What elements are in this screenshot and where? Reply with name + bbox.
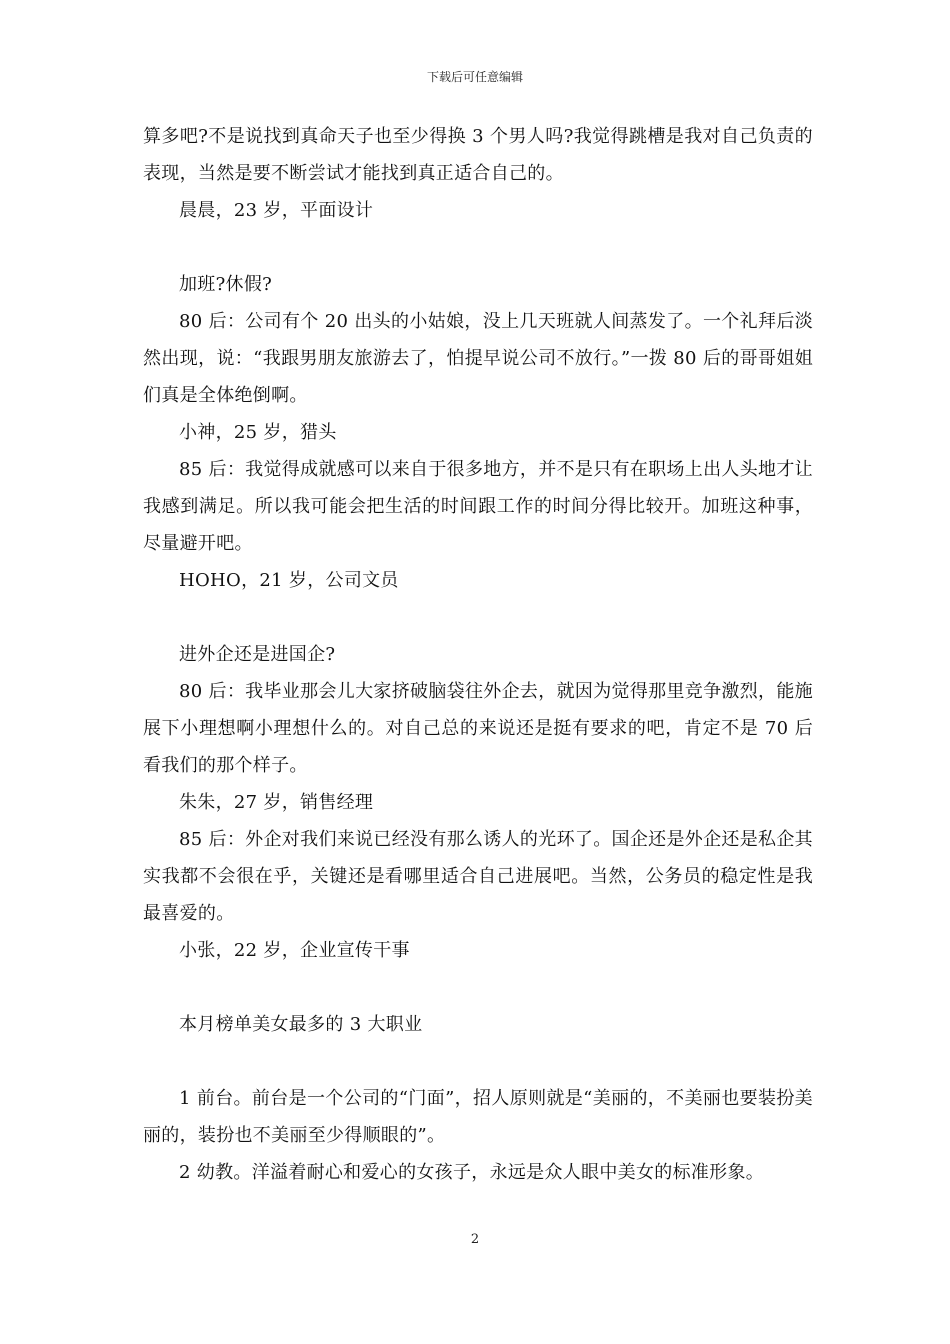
paragraph: 80 后：我毕业那会儿大家挤破脑袋往外企去，就因为觉得那里竞争激烈，能施展下小理想啊小理想什么的。对自己总的来说还是挺有要求的吧，肯定不是 70 后看我们的那个样子。 <box>143 681 813 776</box>
paragraph-gap <box>143 1043 813 1080</box>
paragraph-gap <box>143 599 813 636</box>
paragraph-gap <box>143 969 813 1006</box>
paragraph: 85 后：外企对我们来说已经没有那么诱人的光环了。国企还是外企还是私企其实我都不会很在乎，关键还是看哪里适合自己进展吧。当然，公务员的稳定性是我最喜爱的。 <box>143 829 813 924</box>
paragraph: 进外企还是进国企? <box>179 644 336 665</box>
paragraph-gap <box>143 229 813 266</box>
document-body <box>143 118 813 1191</box>
paragraph: HOHO，21 岁，公司文员 <box>179 570 399 591</box>
paragraph: 80 后：公司有个 20 出头的小姑娘，没上几天班就人间蒸发了。一个礼拜后淡然出现，说：“我跟男朋友旅游去了，怕提早说公司不放行。”一拨 80 后的哥哥姐姐们真是全体绝倒啊。 <box>143 311 813 406</box>
paragraph: 晨晨，23 岁，平面设计 <box>179 200 374 221</box>
paragraph: 小神，25 岁，猎头 <box>179 422 337 443</box>
paragraph: 2 幼教。洋溢着耐心和爱心的女孩子，永远是众人眼中美女的标准形象。 <box>179 1162 765 1183</box>
paragraph: 1 前台。前台是一个公司的“门面”，招人原则就是“美丽的，不美丽也要装扮美丽的，装扮也不美丽至少得顺眼的”。 <box>143 1088 813 1146</box>
paragraph: 小张，22 岁，企业宣传干事 <box>179 940 410 961</box>
page-header: 下载后可任意编辑 <box>426 70 523 84</box>
paragraph: 朱朱，27 岁，销售经理 <box>179 792 374 813</box>
paragraph: 加班?休假? <box>179 274 273 295</box>
paragraph: 本月榜单美女最多的 3 大职业 <box>179 1014 423 1035</box>
page-number: 2 <box>470 1232 480 1247</box>
paragraph: 85 后：我觉得成就感可以来自于很多地方，并不是只有在职场上出人头地才让我感到满足。所以我可能会把生活的时间跟工作的时间分得比较开。加班这种事，尽量避开吧。 <box>143 459 813 554</box>
paragraph: 算多吧?不是说找到真命天子也至少得换 3 个男人吗?我觉得跳槽是我对自己负责的表现，当然是要不断尝试才能找到真正适合自己的。 <box>143 126 813 184</box>
